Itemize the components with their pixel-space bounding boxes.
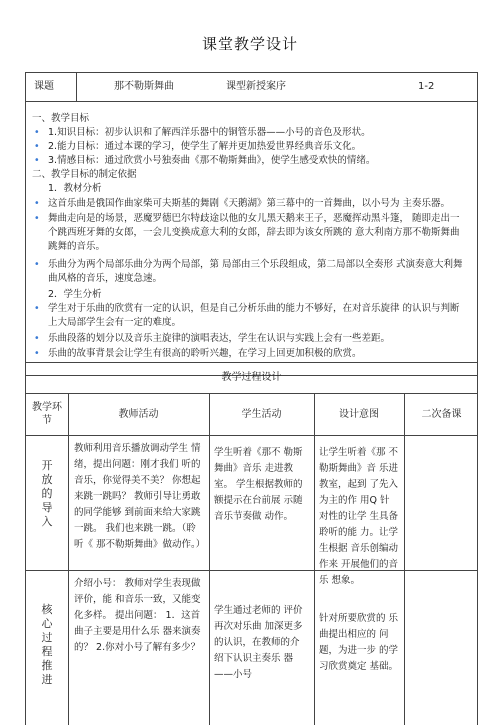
material-item: • 乐曲分为两个局部乐曲分为两个局部，第 局部由三个乐段组成，第二局部以全奏形 式演奏意大利舞曲风格的音乐，速度急速。 [32, 258, 469, 286]
course-type: 课型新授案序 [226, 81, 286, 92]
step-label: 核心过程推进 [41, 603, 53, 686]
design-intent: 让学生听着《那 不勒斯舞曲》音 乐进教室，起到 了先入为主的作 用Q 针对性的让学 生具备聆听的能 力。让学生根据 音乐创编动作来 开展他们的音乐 想象。 [319, 447, 399, 586]
design-intent: 针对所要欣赏的 乐曲提出相应的 问题，为进一步 的学习欣赏奠定 基础。 [319, 613, 399, 672]
column-divider [404, 393, 405, 725]
basis-heading: 二、教学目标的制定依据 [32, 169, 137, 180]
student-heading: 2．学生分析 [48, 289, 102, 300]
teacher-activity: 教师利用音乐播放调动学生 情绪，提出问题：刚才我们 听的音乐，你觉得美不美？ 你想起来跳一跳吗？ 教师引导让勇敢的同学能够 到前面来给大家跳一跳。 我们也来跳一跳。（聆听《 那不勒斯舞曲》做动作。） [74, 443, 206, 550]
objectives-section [25, 101, 478, 376]
row-divider [26, 435, 477, 436]
column-divider [314, 393, 315, 725]
objective-item: • 1.知识目标：初步认识和了解西洋乐器中的铜管乐器——小号的音色及形状。 [32, 126, 469, 140]
material-item: • 这首乐曲是俄国作曲家柴可夫斯基的舞剧《天鹅湖》第三幕中的一首舞曲，以小号为 主奏乐器。 [32, 197, 469, 211]
objectives-heading: 一、教学目标 [32, 113, 90, 124]
header-step: 教学环节 [32, 402, 62, 426]
process-table [25, 362, 478, 725]
course-name: 那不勒斯舞曲 [114, 81, 174, 92]
row-divider [26, 570, 477, 571]
student-item: • 乐曲段落的划分以及音乐主旋律的演唱表达，学生在认识与实践上会有一些差距。 [32, 332, 469, 346]
objective-item: • 2.能力目标：通过本课的学习，使学生了解并更加热爱世界经典音乐文化。 [32, 140, 469, 154]
page-title: 课堂教学设计 [201, 35, 298, 53]
header-teacher: 教师活动 [118, 408, 159, 420]
objective-item: • 3.情感目标：通过欣赏小号独奏曲《那不勒斯舞曲》，使学生感受欢快的情绪。 [32, 154, 469, 168]
header-second: 二次备课 [421, 408, 462, 420]
student-activity: 学生听着《那不 勒斯舞曲》音乐 走进教室。 学生根据教师的 额提示在台前展 示随音乐节奏做 动作。 [214, 447, 303, 522]
course-info-row [25, 72, 478, 102]
course-number: 1-2 [418, 81, 435, 92]
student-item: • 乐曲的故事背景会让学生有很高的聆听兴趣，在学习上回更加积极的欣赏。 [32, 347, 469, 361]
teacher-activity: 介绍小号： 教师对学生表现做评价，能 和音乐一致，又能变化多样。 提出问题： 1．这首曲子主要是用什么乐 器来演奏的？ 2.你对小号了解有多少？ [74, 578, 201, 653]
process-title: 教学过程设计 [26, 363, 477, 394]
column-divider [68, 393, 69, 725]
material-item: • 舞曲走向是的场景，恶魔罗德巴尔特歧途以他的女儿黑天鹅来王子，恶魔挥动黑斗篷， 随即走出一个跳西班牙舞的女郎，一会儿变换成意大利的女郎，辞去即为该女所跳的 意大利南方那不勒斯舞曲跳舞的音乐。 [32, 212, 469, 254]
student-item: • 学生对于乐曲的欣赏有一定的认识，但是自己分析乐曲的能力不够好，在对音乐旋律 的认识与判断上大局部学生会有一定的难度。 [32, 302, 469, 330]
step-label: 开放的导入 [41, 459, 53, 528]
student-activity: 学生通过老师的 评价再次对乐曲 加深更多的认识，在教师的介 绍下认识主奏乐 器——小号 [214, 605, 303, 680]
material-heading: 1．教材分析 [48, 183, 102, 194]
column-divider [209, 393, 210, 725]
divider [76, 73, 77, 101]
header-student: 学生活动 [241, 408, 282, 420]
course-label: 课题 [34, 81, 54, 92]
header-intent: 设计意图 [339, 408, 379, 420]
